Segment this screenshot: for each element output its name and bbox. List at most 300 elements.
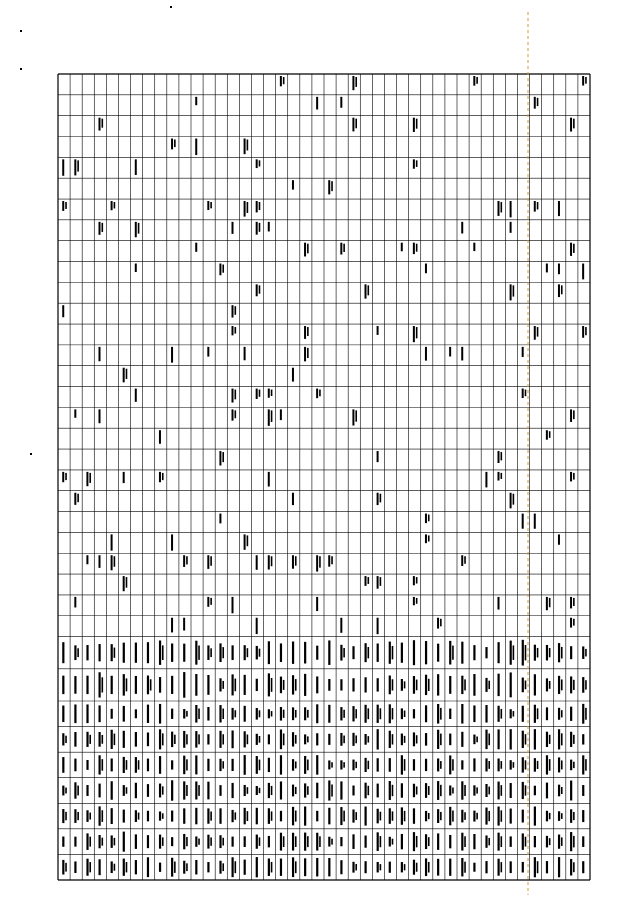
text-glyph [271,811,273,820]
text-glyph [74,861,76,873]
text-glyph [123,368,125,383]
text-glyph [256,808,258,825]
text-glyph [316,676,318,693]
text-glyph [247,811,249,821]
text-glyph [304,707,306,720]
text-glyph [585,759,587,771]
text-glyph [573,680,575,690]
text-glyph [570,859,572,876]
text-glyph [126,760,128,770]
text-glyph [219,835,221,848]
text-glyph [352,760,354,771]
text-glyph [525,734,527,744]
text-glyph [425,858,427,876]
text-glyph [473,705,475,722]
text-glyph [546,732,548,747]
text-glyph [232,597,234,613]
text-glyph [473,785,475,795]
text-glyph [401,643,403,663]
text-glyph [498,597,500,610]
text-glyph [259,285,261,293]
text-glyph [138,760,140,769]
text-glyph [74,597,76,608]
text-glyph [232,645,234,660]
text-glyph [259,649,261,657]
text-glyph [473,243,475,251]
text-glyph [522,862,524,873]
text-glyph [162,645,164,660]
text-glyph [331,181,333,191]
text-glyph [222,681,224,689]
text-glyph [585,77,587,84]
text-glyph [416,244,418,252]
text-glyph [355,410,357,421]
text-glyph [292,707,294,720]
text-glyph [292,555,294,568]
text-glyph [319,556,321,567]
text-glyph [65,788,67,794]
text-glyph [195,860,197,875]
text-glyph [74,732,76,747]
text-glyph [525,390,527,397]
text-glyph [247,734,249,744]
text-glyph [476,77,478,84]
text-glyph [413,732,415,746]
text-glyph [195,674,197,696]
text-glyph [510,836,512,846]
text-glyph [89,813,91,820]
text-glyph [352,706,354,721]
text-glyph [268,389,270,398]
text-glyph [316,597,318,611]
text-glyph [271,678,273,692]
text-glyph [86,785,88,796]
text-glyph [561,647,563,659]
text-glyph [328,760,330,769]
text-glyph [365,677,367,692]
text-glyph [207,645,209,660]
text-glyph [102,838,104,846]
text-glyph [510,760,512,769]
text-glyph [377,576,379,589]
text-glyph [368,736,370,742]
text-glyph [522,833,524,849]
text-glyph [340,243,342,255]
text-glyph [513,645,515,659]
text-glyph [416,735,418,743]
text-glyph [452,787,454,793]
text-glyph [498,759,500,772]
text-glyph [99,672,101,697]
text-glyph [271,410,273,422]
text-glyph [558,729,560,749]
text-glyph [20,30,22,32]
text-glyph [558,264,560,275]
text-glyph [65,202,67,209]
text-glyph [123,832,125,852]
text-glyph [86,859,88,876]
text-glyph [283,680,285,690]
text-glyph [404,711,406,717]
text-glyph [328,734,330,745]
text-glyph [292,675,294,694]
text-glyph [328,858,330,876]
text-glyph [280,677,282,694]
text-glyph [510,284,512,300]
text-glyph [244,785,246,796]
text-glyph [582,76,584,86]
text-glyph [159,811,161,820]
text-glyph [328,808,330,825]
text-glyph [207,675,209,695]
text-glyph [210,648,212,657]
text-glyph [244,731,246,747]
text-glyph [377,493,379,505]
text-glyph [247,787,249,794]
text-glyph [461,222,463,234]
text-glyph [207,808,209,823]
text-glyph [111,730,113,749]
text-glyph [461,781,463,799]
text-glyph [389,676,391,695]
text-glyph [558,643,560,662]
text-glyph [219,264,221,276]
text-glyph [464,679,466,690]
text-glyph [534,758,536,772]
text-glyph [135,264,137,272]
text-glyph [304,858,306,876]
text-glyph [74,809,76,823]
text-glyph [111,861,113,873]
text-glyph [99,555,101,568]
text-glyph [256,786,258,795]
text-glyph [537,761,539,769]
text-glyph [534,705,536,723]
text-glyph [355,735,357,743]
text-glyph [546,755,548,774]
text-glyph [537,861,539,873]
text-glyph [340,807,342,825]
text-glyph [340,679,342,690]
text-glyph [232,409,234,420]
text-glyph [77,812,79,820]
text-glyph [365,807,367,826]
text-glyph [65,473,67,480]
text-glyph [268,709,270,718]
text-glyph [171,837,173,846]
text-glyph [510,493,512,509]
text-glyph [295,861,297,873]
text-glyph [365,643,367,662]
text-glyph [546,811,548,822]
text-glyph [186,863,188,871]
text-glyph [401,708,403,719]
text-glyph [537,648,539,658]
text-glyph [219,451,221,465]
text-glyph [99,835,101,848]
text-glyph [389,781,391,800]
text-glyph [295,735,297,744]
text-glyph [546,597,548,610]
text-glyph [452,811,454,822]
text-glyph [549,648,551,657]
text-glyph [416,680,418,691]
text-glyph [219,514,221,524]
text-glyph [513,762,515,768]
text-glyph [62,676,64,694]
text-glyph [473,758,475,771]
text-glyph [464,812,466,820]
text-glyph [573,762,575,768]
text-glyph [425,705,427,722]
text-glyph [183,756,185,775]
text-glyph [328,180,330,194]
text-glyph [416,836,418,847]
text-glyph [534,645,536,661]
text-glyph [461,858,463,876]
text-glyph [522,731,524,748]
text-glyph [20,68,22,70]
text-glyph [198,734,200,744]
text-glyph [485,835,487,847]
text-glyph [295,761,297,768]
text-glyph [368,647,370,658]
text-glyph [62,472,64,482]
text-glyph [449,835,451,848]
text-glyph [159,756,161,774]
text-glyph [522,347,524,357]
text-glyph [476,736,478,742]
text-glyph [159,784,161,798]
text-glyph [65,812,67,820]
text-glyph [235,710,237,717]
text-glyph [62,159,64,175]
text-glyph [522,514,524,529]
text-glyph [135,222,137,237]
text-glyph [449,734,451,746]
text-glyph [343,736,345,744]
text-glyph [195,139,197,156]
text-glyph [365,861,367,873]
text-glyph [413,709,415,718]
text-glyph [343,710,345,718]
text-glyph [413,243,415,254]
text-glyph [171,643,173,661]
text-glyph [162,473,164,480]
text-glyph [219,808,221,824]
text-glyph [183,834,185,849]
text-glyph [585,708,587,720]
text-glyph [440,761,442,769]
text-glyph [171,780,173,800]
text-glyph [561,760,563,769]
text-glyph [401,834,403,849]
text-glyph [401,243,403,252]
text-glyph [401,755,403,774]
text-glyph [77,648,79,657]
text-glyph [461,810,463,823]
text-glyph [135,834,137,849]
text-glyph [147,857,149,877]
text-glyph [86,676,88,694]
text-glyph [304,783,306,797]
text-glyph [404,864,406,870]
text-glyph [428,535,430,541]
text-glyph [304,642,306,664]
text-glyph [389,704,391,723]
text-glyph [510,729,512,749]
text-glyph [319,390,321,397]
text-glyph [501,452,503,460]
text-glyph [244,860,246,875]
text-glyph [159,863,161,872]
text-glyph [473,863,475,872]
text-glyph [271,556,273,566]
text-glyph [401,862,403,872]
text-glyph [316,783,318,799]
text-glyph [195,243,197,252]
text-glyph [473,834,475,849]
text-glyph [328,555,330,566]
text-glyph [135,643,137,663]
text-glyph [558,857,560,877]
text-glyph [331,839,333,845]
text-glyph [183,861,185,874]
text-glyph [86,732,88,747]
text-glyph [65,863,67,872]
text-glyph [280,707,282,721]
text-glyph [77,494,79,502]
text-glyph [295,787,297,794]
text-glyph [62,860,64,875]
text-glyph [498,782,500,800]
text-glyph [558,201,560,216]
text-glyph [195,97,197,105]
text-glyph [392,679,394,690]
text-glyph [461,347,463,361]
text-glyph [235,679,237,692]
text-glyph [461,704,463,724]
text-glyph [510,861,512,873]
text-glyph [219,785,221,796]
text-glyph [159,472,161,482]
text-glyph [268,641,270,664]
text-glyph [171,732,173,747]
text-glyph [425,534,427,543]
text-glyph [319,836,321,847]
text-glyph [123,757,125,773]
text-glyph [377,326,379,335]
text-glyph [271,786,273,795]
text-glyph [573,619,575,626]
text-glyph [232,674,234,695]
text-glyph [86,810,88,822]
text-glyph [380,864,382,870]
text-glyph [195,705,197,723]
text-glyph [352,646,354,659]
text-glyph [488,761,490,769]
text-glyph [268,858,270,875]
text-glyph [256,618,258,634]
text-glyph [452,759,454,770]
text-glyph [111,555,113,570]
text-glyph [437,758,439,771]
text-glyph [534,326,536,340]
text-glyph [114,864,116,871]
text-glyph [86,472,88,486]
text-glyph [292,833,294,851]
text-glyph [573,735,575,744]
text-glyph [561,710,563,717]
text-glyph [449,347,451,357]
text-glyph [207,555,209,569]
text-glyph [123,643,125,663]
text-glyph [135,860,137,874]
text-glyph [570,243,572,256]
text-glyph [501,836,503,847]
text-glyph [232,708,234,720]
text-glyph [159,835,161,849]
text-glyph [256,555,258,570]
text-glyph [416,327,418,338]
text-glyph [114,202,116,208]
text-glyph [65,736,67,743]
text-glyph [425,811,427,821]
text-glyph [74,493,76,505]
text-glyph [232,326,234,335]
text-glyph [316,389,318,399]
text-glyph [365,576,367,586]
text-glyph [219,705,221,722]
text-glyph [111,758,113,771]
text-glyph [268,222,270,232]
text-glyph [377,618,379,634]
text-glyph [307,760,309,771]
text-glyph [377,832,379,851]
text-glyph [328,780,330,800]
text-glyph [573,410,575,419]
text-glyph [147,676,149,695]
text-glyph [425,514,427,524]
text-glyph [368,786,370,795]
text-glyph [135,709,137,718]
text-glyph [582,810,584,822]
text-glyph [62,305,64,317]
text-glyph [558,534,560,544]
text-glyph [392,839,394,845]
text-glyph [343,648,345,657]
text-glyph [99,644,101,661]
text-glyph [259,788,261,793]
text-glyph [558,757,560,772]
text-glyph [171,709,173,719]
text-glyph [522,640,524,666]
text-glyph [377,784,379,798]
text-glyph [295,836,297,847]
text-glyph [537,98,539,106]
text-glyph [404,811,406,821]
text-glyph [171,760,173,769]
text-glyph [392,811,394,820]
text-glyph [138,813,140,820]
text-glyph [86,555,88,564]
text-glyph [425,264,427,274]
text-glyph [219,861,221,874]
text-glyph [537,327,539,337]
text-glyph [135,810,137,822]
text-glyph [147,835,149,848]
text-glyph [207,201,209,210]
